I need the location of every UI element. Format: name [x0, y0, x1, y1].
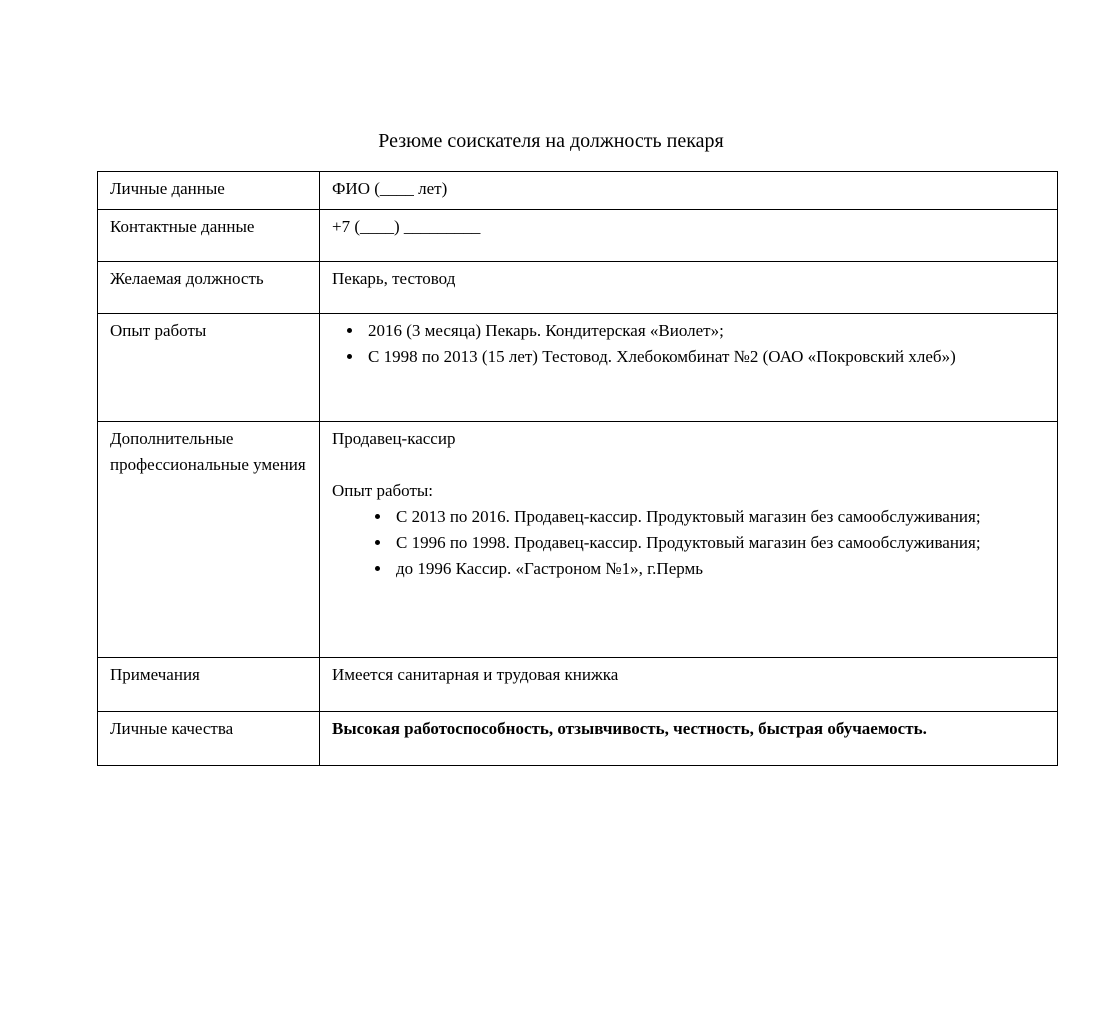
- resume-table: [97, 171, 1058, 766]
- row-label: Примечания: [98, 658, 320, 712]
- table-row-contacts: [98, 210, 1058, 262]
- table-row-additional-skills: [98, 422, 1058, 658]
- row-label: Дополнительные профессиональные умения: [98, 422, 320, 658]
- row-content: Имеется санитарная и трудовая книжка: [320, 658, 1058, 712]
- bullet-list: [332, 504, 1045, 582]
- bullet-list: [332, 318, 1045, 370]
- row-label: Личные данные: [98, 172, 320, 210]
- table-row-personal-qualities: [98, 712, 1058, 766]
- table-row-desired-position: [98, 262, 1058, 314]
- row-content: +7 (____) _________: [320, 210, 1058, 262]
- row-label: Контактные данные: [98, 210, 320, 262]
- row-label: Желаемая должность: [98, 262, 320, 314]
- bullet-item: • до 1996 Кассир. «Гастроном №1», г.Пермь: [392, 556, 1045, 582]
- row-content: [320, 314, 1058, 422]
- row-content: ФИО (____ лет): [320, 172, 1058, 210]
- bullet-item: • С 1998 по 2013 (15 лет) Тестовод. Хлебокомбинат №2 (ОАО «Покровский хлеб»): [364, 344, 1045, 370]
- additional-skill-title: Продавец-кассир: [332, 429, 456, 448]
- additional-experience-heading: Опыт работы:: [332, 481, 434, 500]
- table-row-experience: [98, 314, 1058, 422]
- row-content: [320, 422, 1058, 658]
- row-content: Высокая работоспособность, отзывчивость, честность, быстрая обучаемость.: [320, 712, 1058, 766]
- row-content: Пекарь, тестовод: [320, 262, 1058, 314]
- table-row-notes: [98, 658, 1058, 712]
- bullet-item: • С 2013 по 2016. Продавец-кассир. Продуктовый магазин без самообслуживания;: [392, 504, 1045, 530]
- row-label: Личные качества: [98, 712, 320, 766]
- page-title: Резюме соискателя на должность пекаря: [378, 130, 724, 152]
- bullet-item: • С 1996 по 1998. Продавец-кассир. Продуктовый магазин без самообслуживания;: [392, 530, 1045, 556]
- table-row-personal: [98, 172, 1058, 210]
- bullet-item: • 2016 (3 месяца) Пекарь. Кондитерская «Виолет»;: [364, 318, 1045, 344]
- row-label: Опыт работы: [98, 314, 320, 422]
